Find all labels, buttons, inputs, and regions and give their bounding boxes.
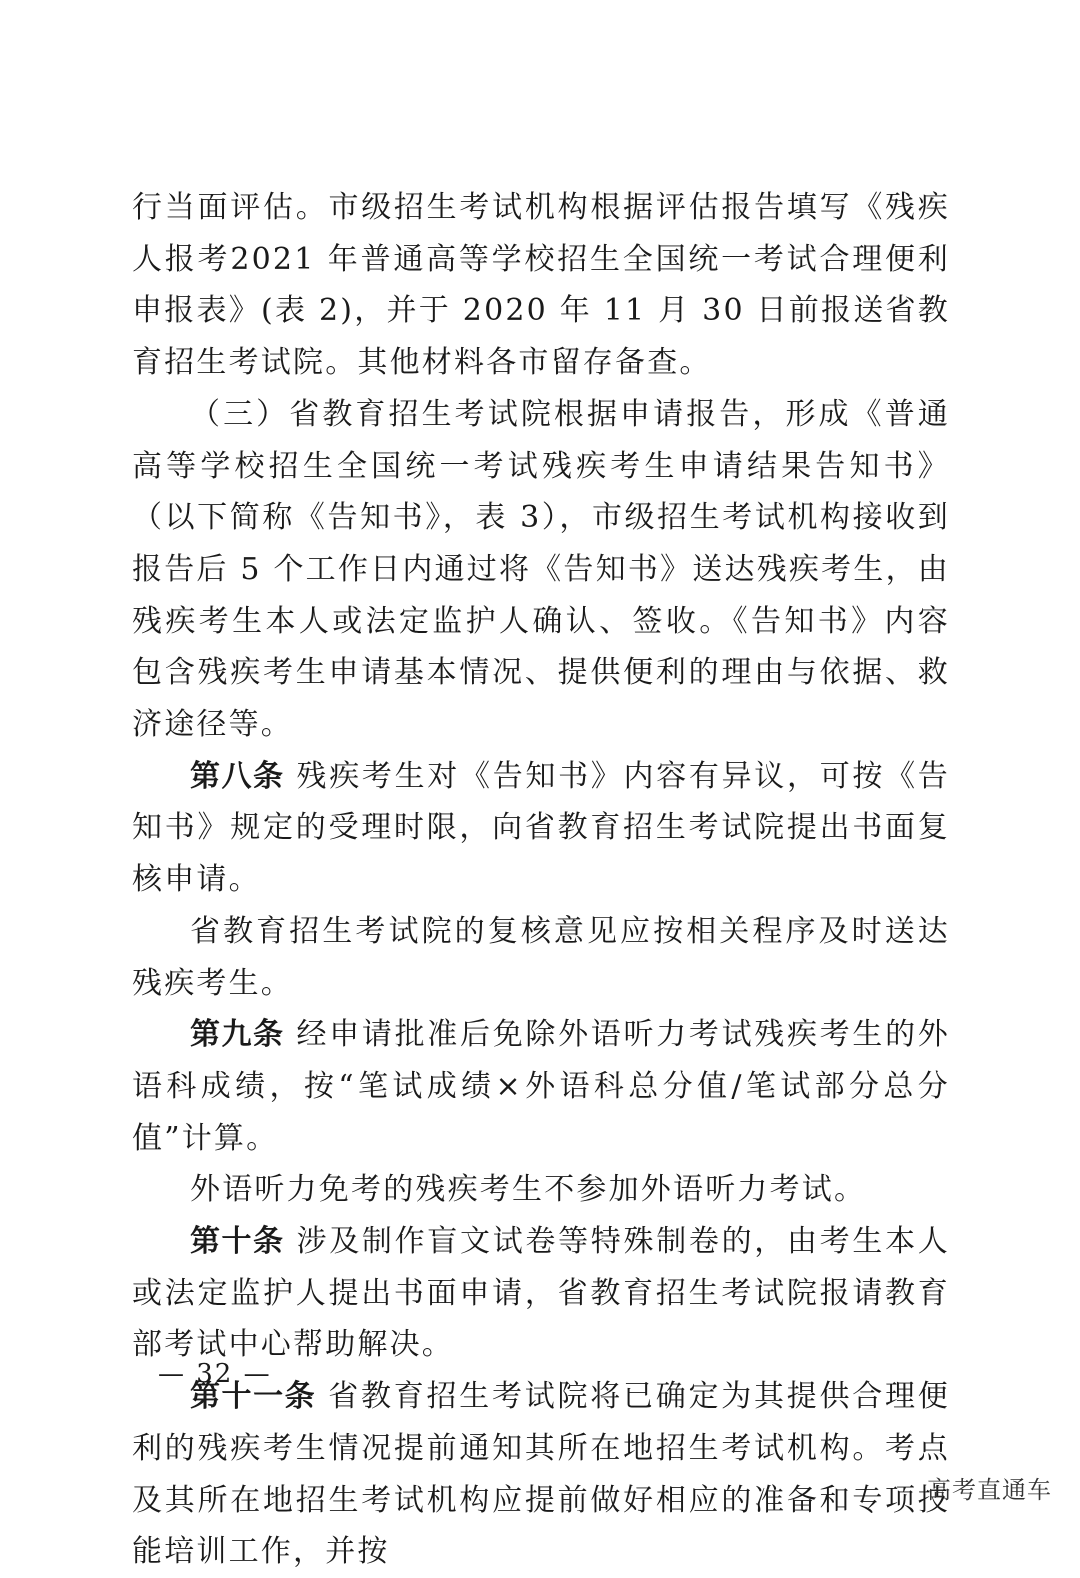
page-number: — 32 —	[158, 1359, 272, 1389]
article-label: 第八条	[190, 758, 285, 794]
article-8	[132, 751, 950, 906]
paragraph-text: 省教育招生考试院的复核意见应按相关程序及时送达残疾考生。	[132, 913, 950, 1001]
paragraph-text: 经申请批准后免除外语听力考试残疾考生的外语科成绩，按“笔试成绩×外语科总分值/笔试部分总分值”计算。	[132, 1017, 950, 1156]
paragraph-4	[132, 906, 950, 1009]
paragraph-text: 行当面评估。市级招生考试机构根据评估报告填写《残疾人报考2021 年普通高等学校招生全国统一考试合理便利申报表》(表 2)，并于 2020 年 11 月 30 日前报送省教育招生考试院。其他材料各市留存备查。	[132, 190, 950, 381]
watermark-text: 高考直通车	[927, 1476, 1052, 1504]
article-label: 第九条	[190, 1017, 285, 1053]
paragraph-text: 残疾考生对《告知书》内容有异议，可按《告知书》规定的受理时限，向省教育招生考试院提出书面复核申请。	[132, 758, 950, 898]
paragraph-text: 涉及制作盲文试卷等特殊制卷的，由考生本人或法定监护人提出书面申请，省教育招生考试院报请教育部考试中心帮助解决。	[132, 1224, 950, 1363]
paragraph-text: （三）省教育招生考试院根据申请报告，形成《普通高等学校招生全国统一考试残疾考生申请结果告知书》（以下简称《告知书》，表 3），市级招生考试机构接收到报告后 5 个工作日内通过将《告知书》送达残疾考生，由残疾考生本人或法定监护人确认、签收。《告知书》内容包含残疾考生申请基本情况、提供便利的理由与依据、救济途径等。	[132, 396, 950, 743]
article-label: 第十一条	[190, 1379, 317, 1415]
paragraph-2	[132, 389, 950, 751]
article-10	[132, 1216, 950, 1371]
paragraph-text: 外语听力免考的残疾考生不参加外语听力考试。	[190, 1172, 867, 1208]
article-9	[132, 1009, 950, 1164]
paragraph-6	[132, 1164, 950, 1216]
paragraph-1	[132, 182, 950, 389]
article-label: 第十条	[190, 1224, 285, 1260]
article-11	[132, 1371, 950, 1578]
paragraph-text: 省教育招生考试院将已确定为其提供合理便利的残疾考生情况提前通知其所在地招生考试机构。考点及其所在地招生考试机构应提前做好相应的准备和专项技能培训工作，并按	[132, 1379, 950, 1570]
